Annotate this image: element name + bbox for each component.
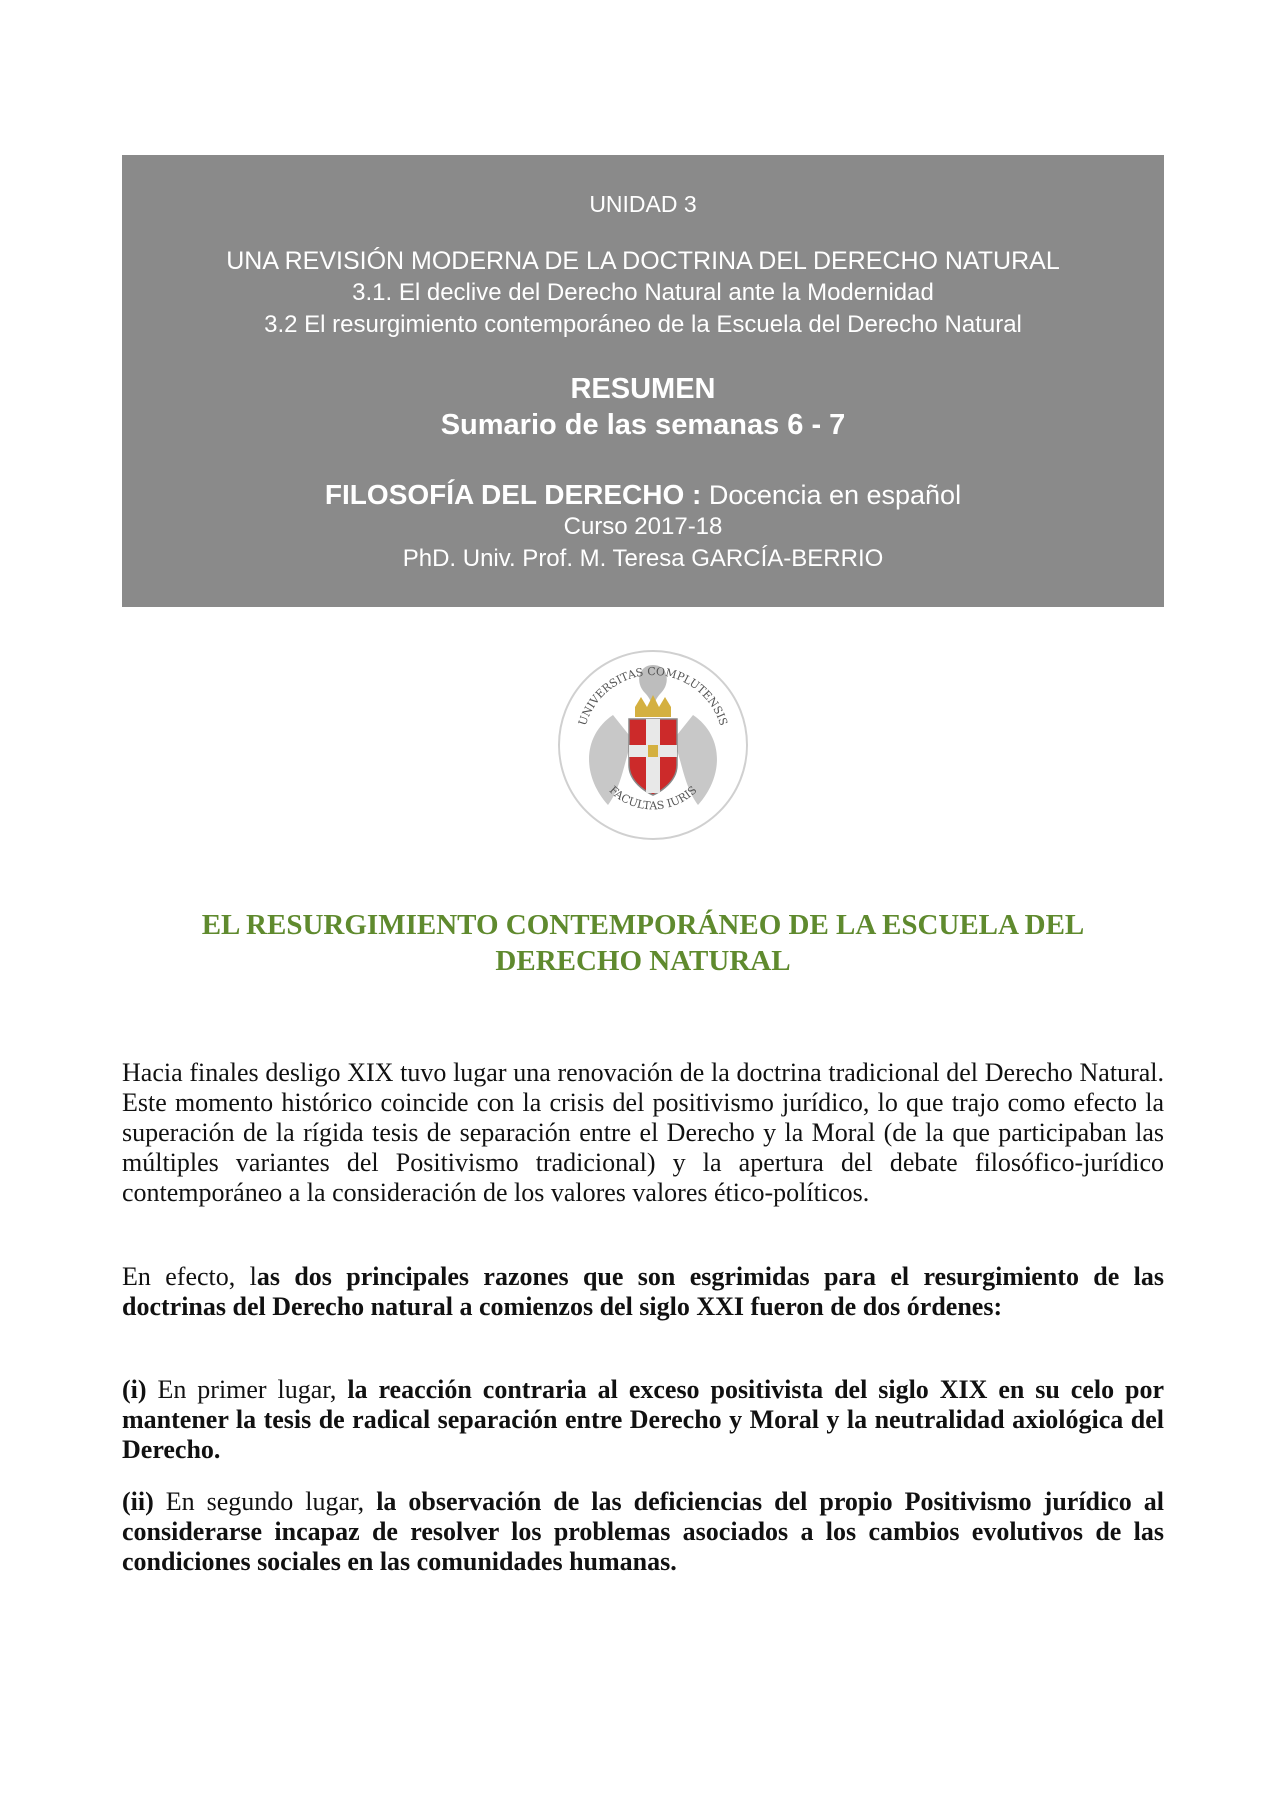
seal-text-bottom: FACULTAS IURIS — [606, 783, 700, 813]
reason-2-text: la observación de las deficiencias del propio Positivismo jurídico al considerarse incapaz de resolver los problemas asociados a los cambios evolutivos de las condiciones sociales en las comunidades humanas. — [122, 1487, 1165, 1576]
seal-text-top: UNIVERSITAS COMPLUTENSIS — [575, 664, 731, 728]
section-title-line2: DERECHO NATURAL — [495, 945, 791, 977]
reason-1-marker: (i) — [122, 1375, 147, 1404]
section-3-1: 3.1. El declive del Derecho Natural ante la Modernidad — [352, 279, 934, 306]
paragraph-reason-1 — [122, 1375, 1164, 1465]
reason-1-lead: En primer lugar, — [146, 1375, 348, 1404]
section-title — [122, 907, 1164, 979]
reason-1-text: la reacción contraria al exceso positivista del siglo XIX en su celo por mantener la tesis de radical separación entre Derecho y Moral y la neutralidad axiológica del Derecho. — [122, 1375, 1164, 1464]
section-3-2: 3.2 El resurgimiento contemporáneo de la Escuela del Derecho Natural — [264, 311, 1022, 338]
reason-2-marker: (ii) — [122, 1487, 154, 1516]
paragraph-reason-2 — [122, 1487, 1164, 1577]
resumen-label: RESUMEN — [570, 373, 716, 405]
paragraph-reasons — [122, 1262, 1164, 1322]
section-title-line1: EL RESURGIMIENTO CONTEMPORÁNEO DE LA ESCUELA DEL — [201, 909, 1085, 941]
course-name: FILOSOFÍA DEL DERECHO : — [324, 479, 702, 510]
reasons-bold: as dos principales razones que son esgrimidas para el resurgimiento de las doctrinas del Derecho natural a comienzos del siglo XXI fueron de dos órdenes: — [122, 1262, 1165, 1321]
course-line — [122, 479, 1164, 511]
professor-name: PhD. Univ. Prof. M. Teresa GARCÍA-BERRIO — [402, 545, 884, 572]
reasons-lead: En efecto, l — [122, 1262, 257, 1291]
unit-title: UNA REVISIÓN MODERNA DE LA DOCTRINA DEL DERECHO NATURAL — [226, 247, 1060, 275]
sumario-label: Sumario de las semanas 6 - 7 — [440, 409, 846, 441]
reason-2-lead: En segundo lugar, — [153, 1487, 377, 1516]
university-seal-logo — [553, 645, 753, 845]
course-language: Docencia en español — [701, 480, 962, 510]
header-box — [122, 155, 1164, 607]
academic-year: Curso 2017-18 — [563, 513, 723, 540]
paragraph-intro: Hacia finales desligo XIX tuvo lugar una renovación de la doctrina tradicional del Derecho Natural. Este momento histórico coincide con la crisis del positivismo jurídico, lo que trajo como efecto la superación de la rígida tesis de separación entre el Derecho y la Moral (de la que participaban las múltiples variantes del Positivismo tradicional) y la apertura del debate filosófico-jurídico contemporáneo a la consideración de los valores valores ético-políticos. — [122, 1058, 1164, 1207]
unit-label: UNIDAD 3 — [589, 191, 697, 217]
